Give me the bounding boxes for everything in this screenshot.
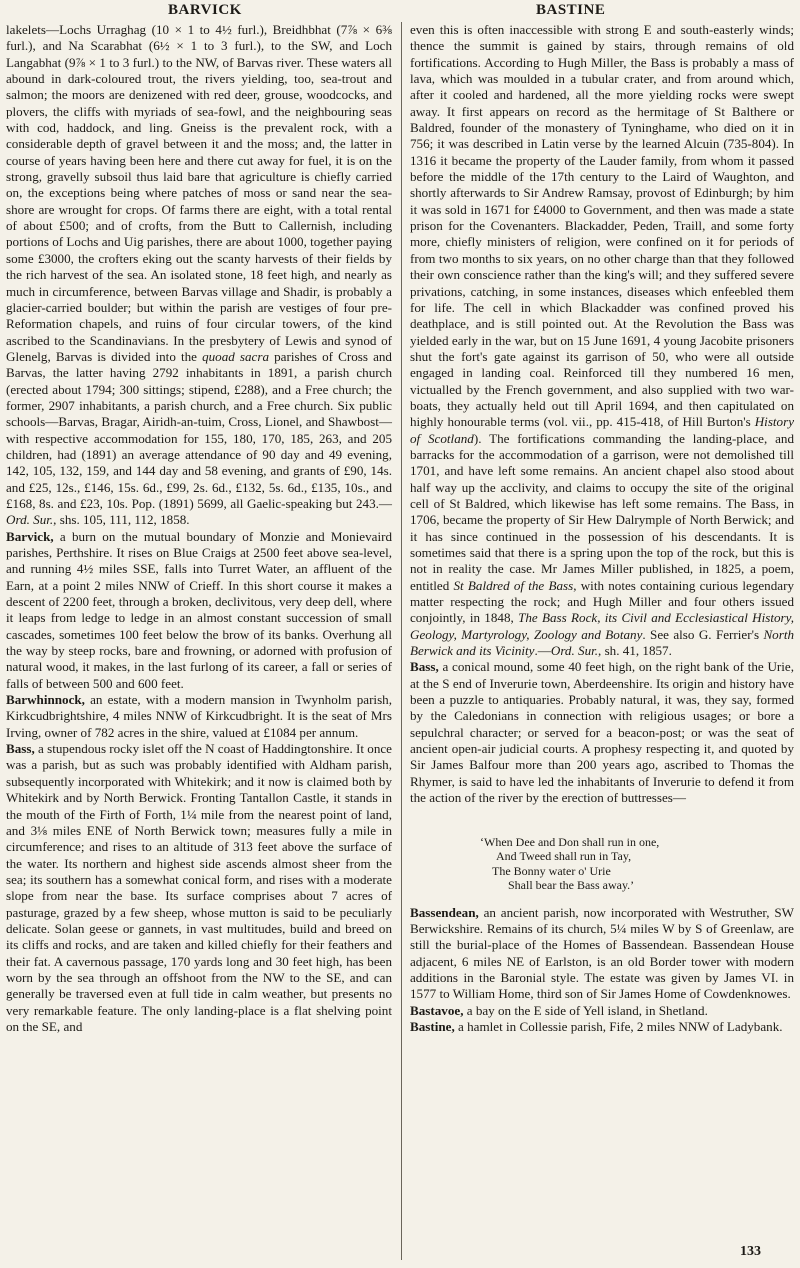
- italic-run: North Berwick and its Vicinity: [410, 626, 794, 659]
- bass-entry-continuation: [410, 22, 794, 659]
- entry-bassendean: [410, 905, 794, 1003]
- entry-text: a conical mound, some 40 feet high, on the right bank of the Urie, at the S end of Inverurie town, Aberdeenshire. Its origin and history have been a puzzle to antiquaries. Probably natural, it was, they say, formed by the Caledonians in connection with religious usages; or bore a sepulchral character; or served for a beacon-post; or was the seat of ancient open-air judicial courts. A prophesy respecting it, and quoted by Sir James Balfour more than 200 years ago, ascribed to Thomas the Rhymer, is said to have led the inhabitants of Inverurie to defend it from the action of the river by the erection of buttresses—: [410, 659, 794, 806]
- text-run: parishes of Cross and Barvas, the latter having 2792 inhabitants in 1891, a parish church (erected about 1794; 300 sittings; stipend, £288), and a Free church; the former, 2907 inhabitants, a parish church, and a Free church. Six public schools—Barvas, Bragar, Airidh-an-tuim, Cross, Lionel, and Shawbost—with respective accommodation for 155, 180, 170, 185, 263, and 205 children, had (1891) an average attendance of 90 day and 49 evening, 142, 105, 132, 159, and 144 day and 58 evening, and grants of £90, 14s. and £25, 12s., £146, 15s. 6d., £99, 2s. 6d., £132, 5s. 6d., £135, 10s., and £168, 8s. and £23, 10s. Pop. (1891) 5699, all Gaelic-speaking but 243.—: [6, 348, 392, 511]
- column-divider: [401, 22, 402, 1260]
- headword: Bass,: [6, 741, 35, 757]
- italic-run: Ord. Sur.: [6, 512, 54, 528]
- verse-line: ‘When Dee and Don shall run in one,: [480, 834, 660, 849]
- entry-text: a hamlet in Collessie parish, Fife, 2 miles NNW of Ladybank.: [454, 1018, 783, 1034]
- headword: Bastine,: [410, 1018, 455, 1034]
- header-right-word: BASTINE: [536, 2, 606, 18]
- headword: Bassendean,: [410, 904, 479, 920]
- text-run: , sh. 41, 1857.: [598, 643, 672, 659]
- page-number: 133: [740, 1244, 761, 1259]
- headword: Barvick,: [6, 528, 54, 544]
- headword: Barwhinnock,: [6, 692, 85, 708]
- text-run: ). The fortifications commanding the landing-place, and barracks for the accommodation of a garrison, were not demolished till 1701, and have left some remains. An ancient chapel also stood about half way up the acclivity, and claims to occupy the site of the original cell of St Baldred, which likewise has left some remains. The Bass, in 1706, became the property of Sir Hew Dalrymple of North Berwick; and it has since continued in the possession of his descendants. It is sometimes said that there is a spring upon the top of the rock, but this is not in reality the case. Mr James Miller published, in 1825, a poem, entitled: [410, 430, 794, 593]
- verse-line: And Tweed shall run in Tay,: [496, 849, 632, 863]
- left-column: [6, 22, 392, 1035]
- italic-run: St Baldred of the Bass: [453, 577, 574, 593]
- text-run: , with notes containing curious legendary matter respecting the rock; and Hugh Miller and four others issued conjointly, in 1848,: [410, 577, 794, 626]
- text-run: , shs. 105, 111, 112, 1858.: [53, 512, 190, 528]
- right-column: [410, 22, 794, 1035]
- entry-barvick: [6, 529, 392, 692]
- header-left-word: BARVICK: [168, 2, 242, 18]
- italic-run: Ord. Sur.: [550, 643, 599, 659]
- text-run: even this is often inaccessible with strong E and south-easterly winds; thence the summit is gained by stairs, through remains of old fortifications. According to Hugh Miller, the Bass is probably a mass of lava, which was moulded in a tubular crater, and from around which, after it cooled and hardened, all the more yielding rocks were swept away. It first appears on record as the hermitage of St Balthere or Baldred, founder of the monastery of Tyninghame, who died on it in 756; it was described in Latin verse by the learned Alcuin (735-804). In 1316 it became the property of the Lauder family, from whom it passed before the middle of the 17th century to the Laird of Waughton, and shortly afterwards to Sir Andrew Ramsay, provost of Edinburgh; by him it was sold in 1671 for £4000 to Government, and then was made a state prison for the Covenanters. Blackadder, Peden, Traill, and some forty more, chiefly ministers of religion, were confined on it for periods of from two months to six years, on no other charge than that they followed their own conscience rather than the king's will; and they suffered severe privations, catching, in some instances, diseases which enfeebled them for life. The cell in which Blackadder was confined proved his deathplace, and is still pointed out. At the Revolution the Bass was yielded early in the war, but on 15 June 1691, 4 young Jacobite prisoners shut the fort's gate against its garrison of 50, who were all outside engaged in landing coal. Reinforced till they numbered 16 men, victualled by the French government, and also supplied with two war-boats, they actually held out till April 1694, and then capitulated on highly honourable terms (vol. vii., pp. 415-418, of Hill Burton's: [410, 22, 794, 430]
- entry-bastavoe: [410, 1003, 794, 1019]
- verse-line: Shall bear the Bass away.’: [508, 878, 635, 892]
- verse-line: The Bonny water o' Urie: [492, 863, 611, 878]
- rhymer-verse: [410, 835, 794, 893]
- entry-text: a burn on the mutual boundary of Monzie and Monievaird parishes, Perthshire. It rises on Blue Craigs at 2500 feet above sea-level, and running 4½ miles SSE, falls into Turret Water, an affluent of the Earn, at a point 2 miles NNW of Crieff. In this short course it makes a descent of 2200 feet, through a broken, declivitous, very deep dell, where it leaps from ledge to ledge in an almost constant succession of small cascades, sometimes 100 feet below the brow of its banks. Overhung all the way by steep rocks, bare and frowning, or adorned with profusion of natural wood, it makes, in the last furlong of its career, a fall or series of falls of between 500 and 600 feet.: [6, 528, 392, 691]
- entry-text: an estate, with a modern mansion in Twynholm parish, Kirkcudbrightshire, 4 miles NNW of Kirkcudbright. It is the seat of Mrs Irving, owner of 782 acres in the shire, valued at £1084 per annum.: [6, 692, 392, 740]
- barvas-entry-continuation: [6, 22, 392, 529]
- italic-run: The Bass Rock, its Civil and Ecclesiastical History, Geology, Martyrology, Zoology and Botany: [410, 610, 794, 642]
- entry-text: an ancient parish, now incorporated with Westruther, SW Berwickshire. Remains of its church, 5¼ miles W by S of Greenlaw, are still the burial-place of the Homes of Bassendean. Bassendean House adjacent, 6 miles NE of Earlston, is an old Border tower with modern additions in the Baronial style. The estate was given by James VI. in 1577 to William Home, third son of Sir James Home of Cowdenknowes.: [410, 904, 794, 1002]
- entry-bass: [6, 741, 392, 1035]
- running-header: [0, 2, 800, 24]
- entry-barwhinnock: [6, 692, 392, 741]
- entry-text: a bay on the E side of Yell island, in Shetland.: [463, 1002, 708, 1018]
- entry-bass-inverurie: [410, 659, 794, 806]
- entry-text: a stupendous rocky islet off the N coast of Haddingtonshire. It once was a parish, but as such was probably identified with Aldham parish, subsequently incorporated with Whitekirk; and it now is claimed both by Whitekirk and by North Berwick. Fronting Tantallon Castle, it stands in the mouth of the Firth of Forth, 1¼ mile from the nearest point of land, and 3⅛ miles ENE of North Berwick town; measures fully a mile in circumference; and rises to an altitude of 313 feet above the surface of the water. Its northern and highest side ascends almost sheer from the sea; its southern has a somewhat conical form, and rises with a moderate slope from near the base. Its surface comprises about 7 acres of pasturage, grazed by a few sheep, whose mutton is said to be peculiarly delicate. Solan geese or gannets, in vast multitudes, build and breed on its cliffs and rocks, and are taken and killed chiefly for their feathers and their fat. A cavernous passage, 170 yards long and 30 feet high, has been worn by the sea through an offshoot from the NW to the SE, and can generally be traversed even at full tide in calm weather, but presents no very remarkable feature. The only landing-place is a flat shelving point on the SE, and: [6, 741, 392, 1034]
- text-run: .—: [534, 643, 551, 659]
- italic-run: History of Scotland: [410, 414, 794, 446]
- italic-run: quoad sacra: [202, 348, 270, 364]
- entry-bastine: [410, 1019, 794, 1035]
- text-run: . See also G. Ferrier's: [642, 626, 764, 642]
- headword: Bastavoe,: [410, 1002, 464, 1018]
- headword: Bass,: [410, 659, 439, 675]
- text-run: lakelets—Lochs Urraghag (10 × 1 to 4½ furl.), Breidhbhat (7⅞ × 6⅜ furl.), and Na Scarabhat (6½ × 1 to 3 furl.), to the SW, and Loch Langabhat (9⅞ × 1 to 3 furl.) to the NW, of Barvas river. These waters all abound in dark-coloured trout, the rivers yielding, too, sea-trout and salmon; the moors are denizened with red deer, grouse, woodcocks, and plovers, the cliffs with myriads of sea-fowl, and the neighbouring seas with cod, haddock, and ling. Gneiss is the prevalent rock, with a considerable depth of gravel between it and the moss; and, the latter in course of years having been here and there cut away for fuel, it is on the strong, gravelly subsoil thus laid bare that agriculture is chiefly carried on, the exceptions being where patches of moss or sand near the sea-shore are wrought for crops. Of farms there are eight, with a total rental of about £500; and of crofts, from the Butt to Callernish, including portions of Lochs and Uig parishes, there are about 1000, together paying some £3000, the crofters eking out the scanty harvests of their fields by the rich harvest of the sea. An isolated stone, 18 feet high, and nearly as much in circumference, between Barvas village and Shadir, is probably a glacier-carried boulder; but within the parish are vestiges of four pre-Reformation chapels, and ruins of four circular towers, of the kind ascribed to the Scandinavians. In the presbytery of Lewis and synod of Glenelg, Barvas is divided into the: [6, 22, 392, 364]
